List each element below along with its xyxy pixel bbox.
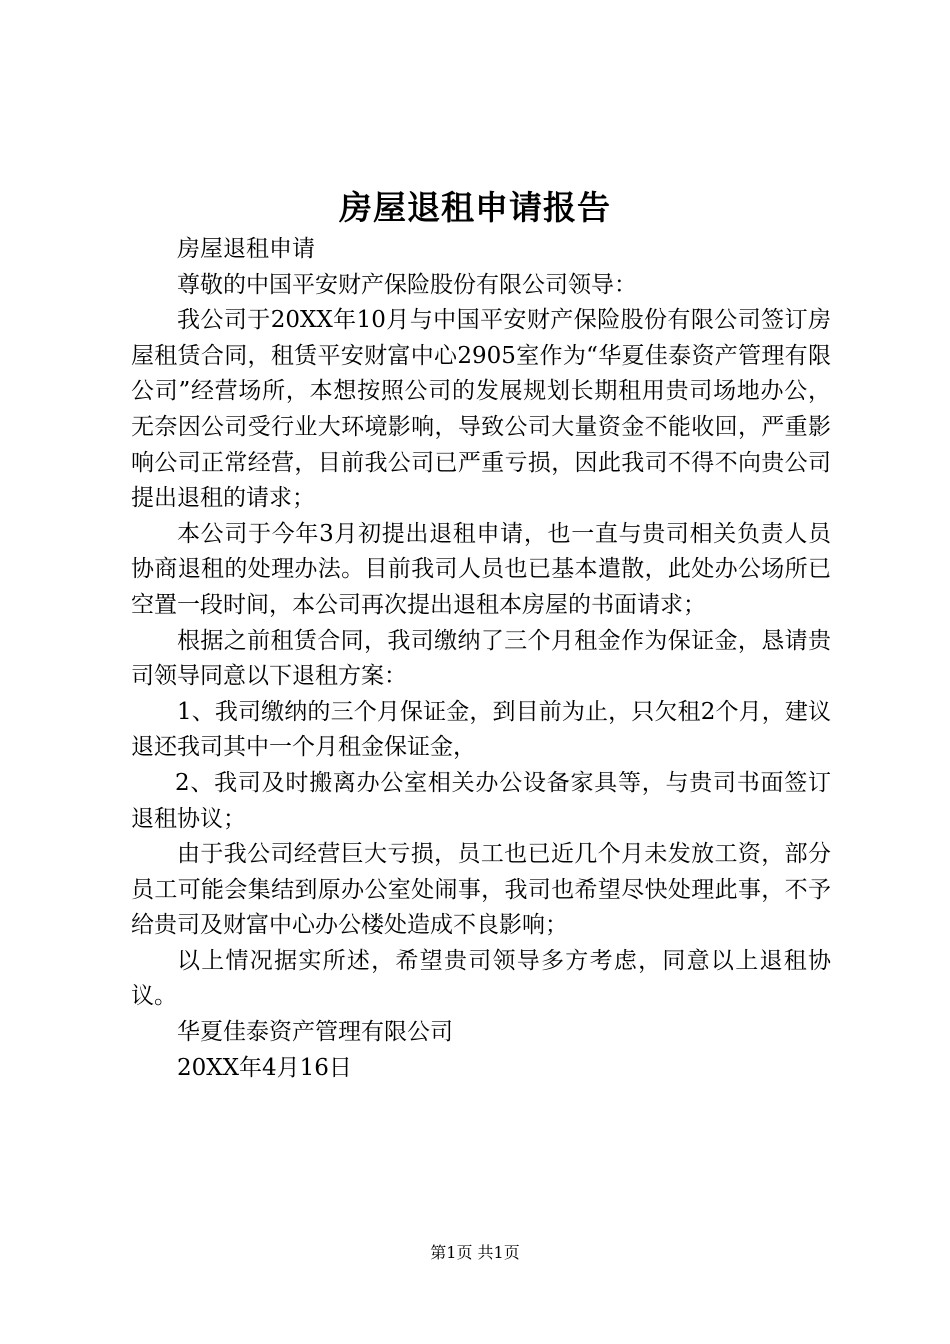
plan-item-2: 2、我司及时搬离办公室相关办公设备家具等，与贵司书面签订退租协议； — [131, 769, 831, 832]
signature-date: 20XX年4月16日 — [177, 1054, 352, 1081]
paragraph-deposit: 根据之前租赁合同，我司缴纳了三个月租金作为保证金，恳请贵司领导同意以下退租方案： — [131, 627, 831, 690]
paragraph-request: 本公司于今年3月初提出退租申请，也一直与贵司相关负责人员协商退租的处理办法。目前我司人员也已基本遣散，此处办公场所已空置一段时间，本公司再次提出退租本房屋的书面请求； — [131, 520, 831, 618]
paragraph-background: 我公司于20XX年10月与中国平安财产保险股份有限公司签订房屋租赁合同，租赁平安财富中心2905室作为“华夏佳泰资产管理有限公司”经营场所，本想按照公司的发展规划长期租用贵司场地办公，无奈因公司受行业大环境影响，导致公司大量资金不能收回，严重影响公司正常经营，目前我公司已严重亏损，因此我司不得不向贵公司提出退租的请求； — [131, 307, 831, 512]
page-footer: 第1页 共1页 — [430, 1243, 520, 1262]
subject-line: 房屋退租申请 — [177, 236, 315, 262]
salutation: 尊敬的中国平安财产保险股份有限公司领导： — [177, 271, 637, 298]
plan-item-1: 1、我司缴纳的三个月保证金，到目前为止，只欠租2个月，建议退还我司其中一个月租金保证金， — [131, 698, 831, 761]
paragraph-impact: 由于我公司经营巨大亏损，员工也已近几个月未发放工资，部分员工可能会集结到原办公室处闹事，我司也希望尽快处理此事，不予给贵司及财富中心办公楼处造成不良影响； — [131, 841, 831, 939]
document-body — [131, 232, 831, 1086]
paragraph-closing: 以上情况据实所述，希望贵司领导多方考虑，同意以上退租协议。 — [131, 947, 831, 1010]
signature-company: 华夏佳泰资产管理有限公司 — [177, 1019, 453, 1046]
document-title: 房屋退租申请报告 — [339, 188, 611, 227]
